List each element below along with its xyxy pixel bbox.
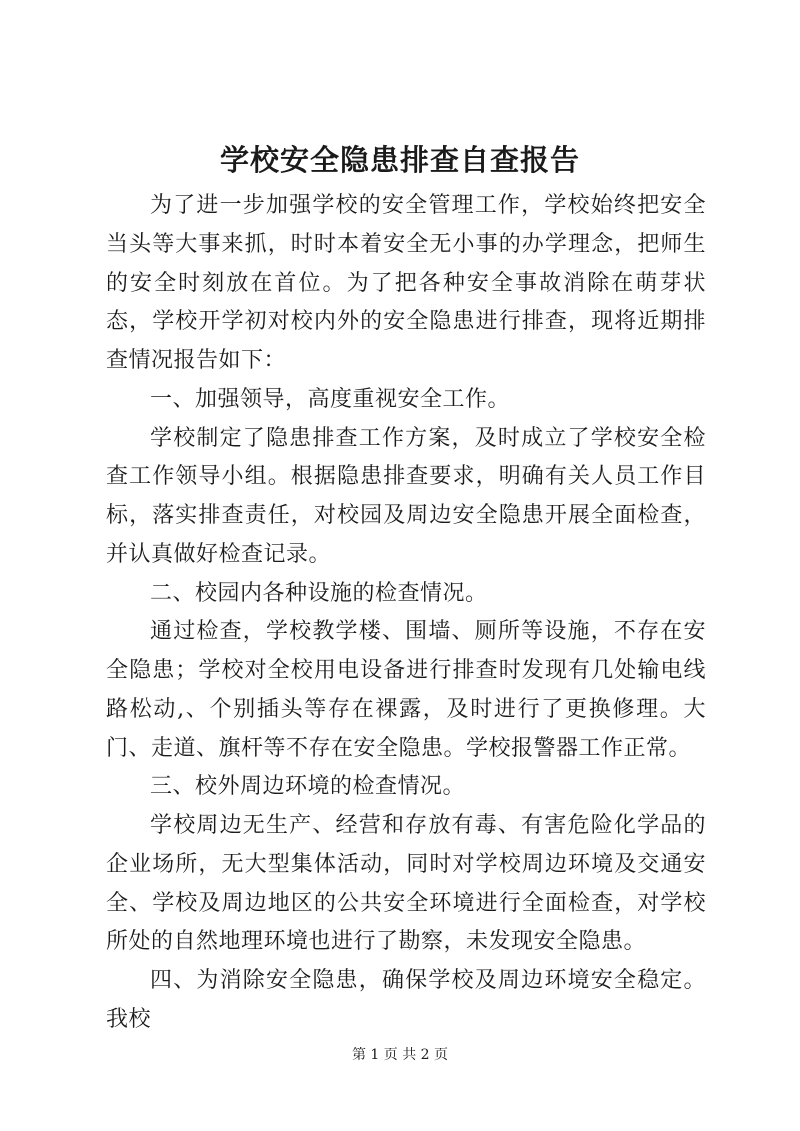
- section-heading-2: 二、校园内各种设施的检查情况。: [150, 580, 488, 606]
- document-body: [106, 187, 706, 1040]
- document-title: 学校安全隐患排查自查报告: [219, 143, 580, 177]
- page-number-footer: 第 1 页 共 2 页: [351, 1047, 449, 1063]
- section-heading-1: 一、加强领导，高度重视安全工作。: [150, 386, 511, 412]
- paragraph-intro: 为了进一步加强学校的安全管理工作，学校始终把安全当头等大事来抓，时时本着安全无小事的办学理念，把师生的安全时刻放在首位。为了把各种安全事故消除在萌芽状态，学校开学初对校内外的安全隐患进行排查，现将近期排查情况报告如下：: [106, 193, 706, 373]
- paragraph-facilities: 通过检查，学校教学楼、围墙、厕所等设施，不存在安全隐患；学校对全校用电设备进行排查时发现有几处输电线路松动,、个别插头等存在裸露，及时进行了更换修理。大门、走道、旗杆等不存在安全隐患。学校报警器工作正常。: [106, 619, 706, 761]
- section-heading-3: 三、校外周边环境的检查情况。: [150, 774, 466, 800]
- paragraph-surroundings: 学校周边无生产、经营和存放有毒、有害危险化学品的企业场所，无大型集体活动，同时对学校周边环境及交通安全、学校及周边地区的公共安全环境进行全面检查，对学校所处的自然地理环境也进行了勘察，未发现安全隐患。: [106, 813, 706, 955]
- section-heading-4: 四、为消除安全隐患，确保学校及周边环境安全稳定。我校: [106, 968, 706, 1032]
- paragraph-leadership: 学校制定了隐患排查工作方案，及时成立了学校安全检查工作领导小组。根据隐患排查要求，明确有关人员工作目标，落实排查责任，对校园及周边安全隐患开展全面检查，并认真做好检查记录。: [106, 425, 706, 567]
